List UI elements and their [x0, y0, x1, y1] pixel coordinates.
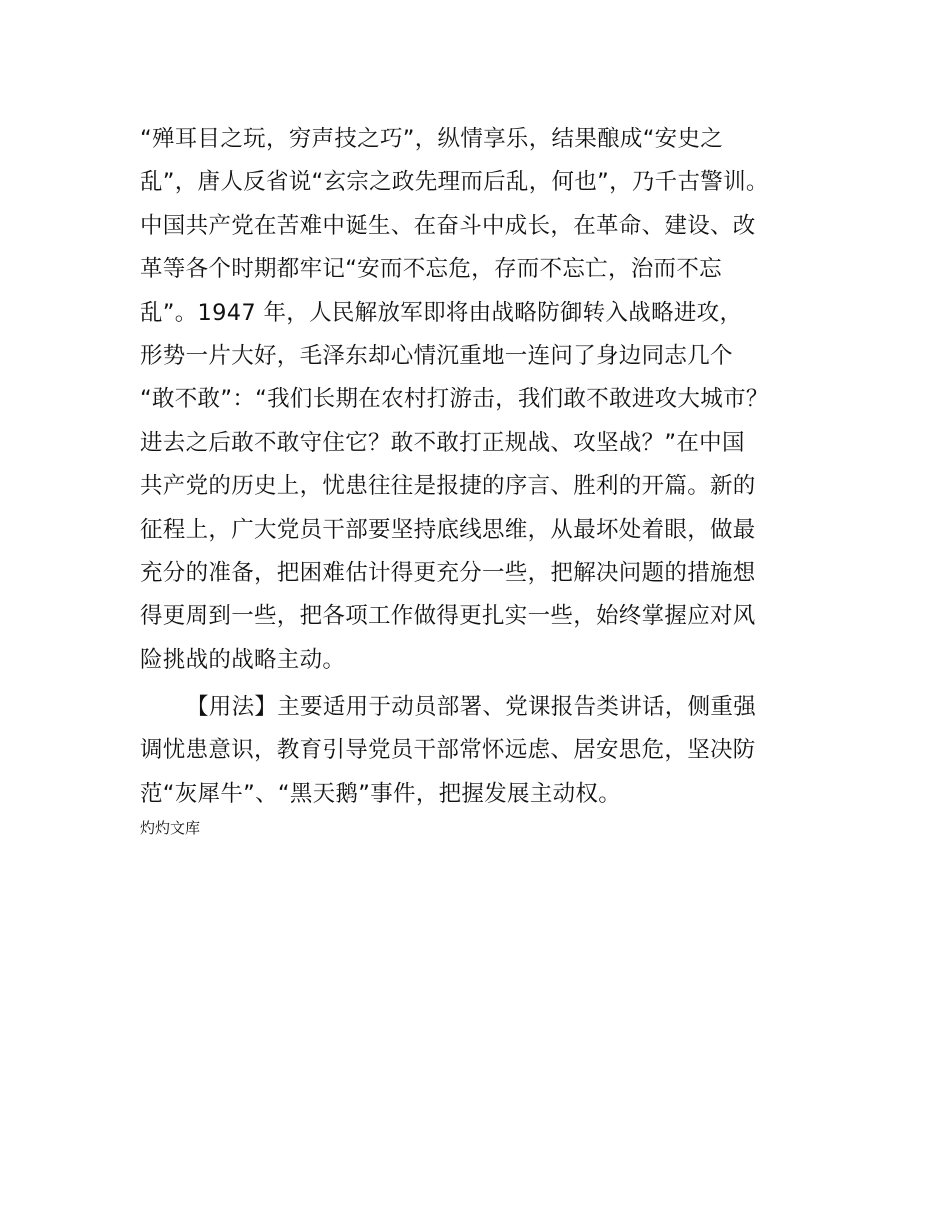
- text-line: 中国共产党在苦难中诞生、在奋斗中成长，在革命、建设、改: [140, 212, 756, 239]
- text-line: 得更周到一些，把各项工作做得更扎实一些，始终掌握应对风: [140, 603, 756, 630]
- text-line: 范“灰犀牛”、“黑天鹅”事件，把握发展主动权。: [140, 780, 622, 807]
- text-line: 革等各个时期都牢记“安而不忘危，存而不忘亡，治而不忘: [140, 256, 722, 283]
- text-line: 调忧患意识，教育引导党员干部常怀远虑、居安思危，坚决防: [140, 737, 756, 764]
- document-body: [140, 118, 840, 840]
- paragraph-usage: [140, 686, 840, 816]
- text-line: “殚耳目之玩，穷声技之巧”，纵情享乐，结果酿成“安史之: [140, 126, 724, 152]
- paragraph-history-lesson: [140, 118, 840, 682]
- text-line: 征程上，广大党员干部要坚持底线思维，从最坏处着眼，做最: [140, 516, 756, 543]
- text-line: 险挑战的战略主动。: [140, 646, 346, 673]
- text-line: 共产党的历史上，忧患往往是报捷的序言、胜利的开篇。新的: [140, 473, 756, 500]
- text-line: “敢不敢”：“我们长期在农村打游击，我们敢不敢进攻大城市？: [140, 386, 769, 413]
- text-line: 乱”，唐人反省说“玄宗之政先理而后乱，何也”，乃千古警训。: [140, 169, 769, 196]
- text-line: 乱”。1947 年，人民解放军即将由战略防御转入战略进攻，: [140, 299, 743, 326]
- footer-source-label: 灼灼文库: [140, 819, 201, 838]
- text-line: 形势一片大好，毛泽东却心情沉重地一连问了身边同志几个: [140, 342, 733, 369]
- text-line: 进去之后敢不敢守住它？敢不敢打正规战、攻坚战？”在中国: [140, 429, 745, 456]
- text-line: 【用法】主要适用于动员部署、党课报告类讲话，侧重强: [186, 694, 757, 721]
- text-line: 充分的准备，把困难估计得更充分一些，把解决问题的措施想: [140, 559, 756, 586]
